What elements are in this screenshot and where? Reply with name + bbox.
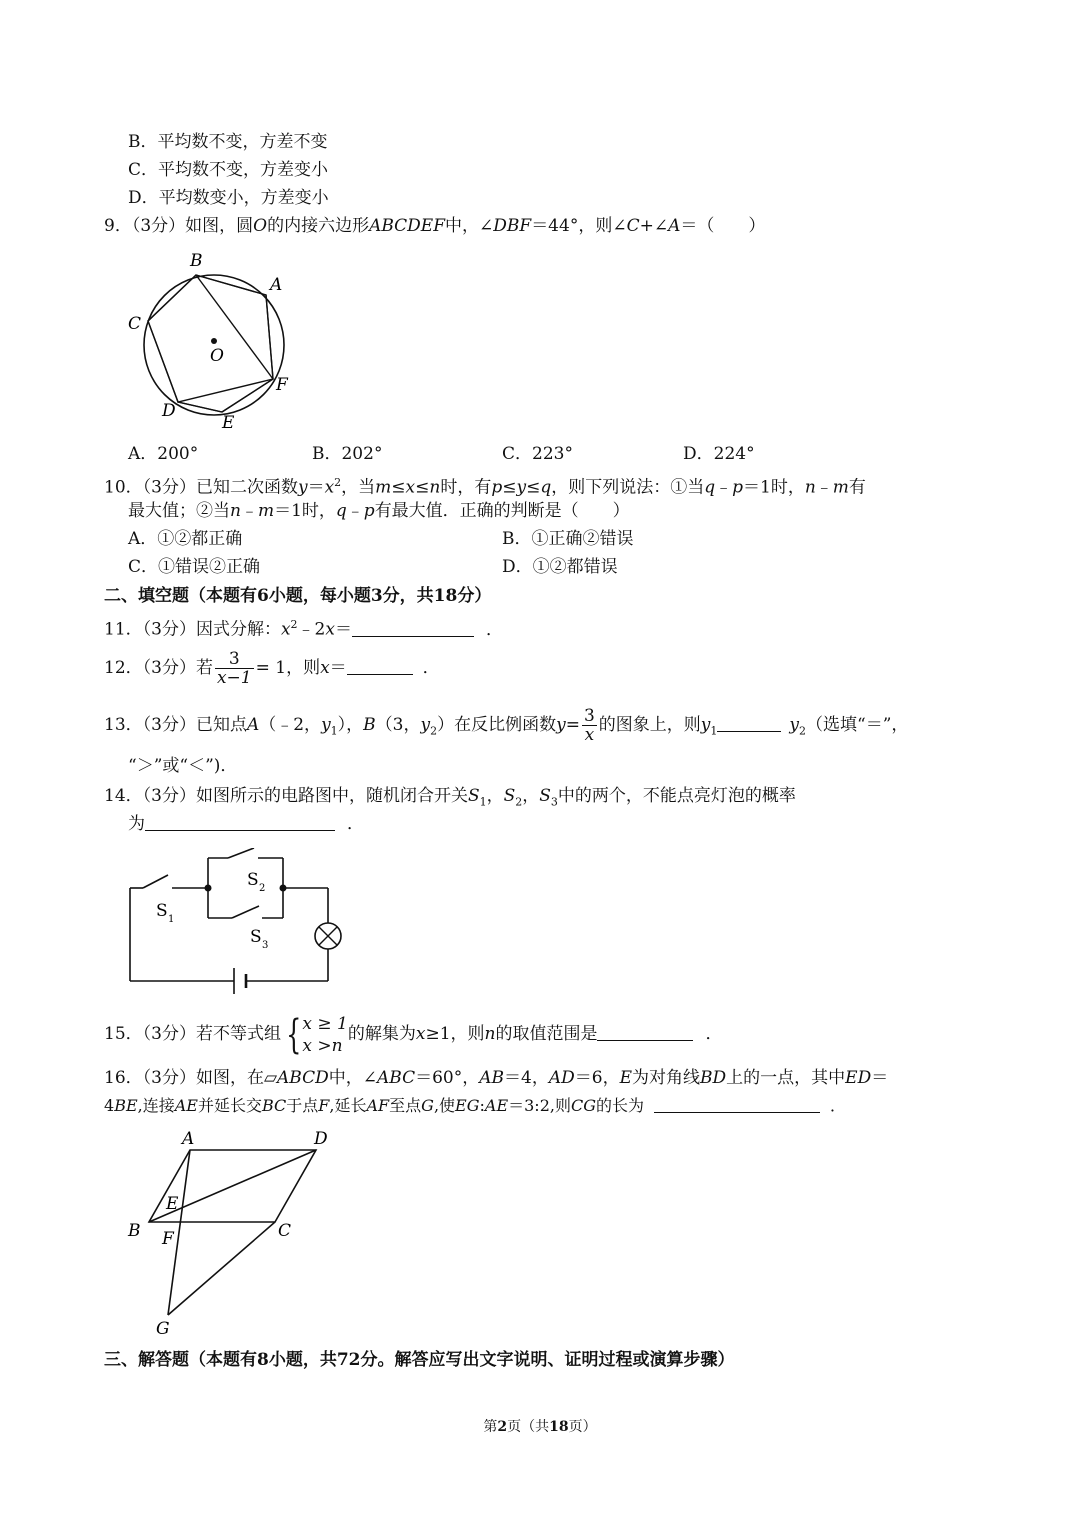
svg-text:3: 3 [262,940,269,951]
svg-text:2: 2 [259,883,266,894]
q14-answer-blank[interactable] [145,814,335,831]
q12-stem: 12．（3分）若 $\frac{3}{x-1}$ = 1，则x＝ ． [104,649,440,688]
q16-stem-line1: 16．（3分）如图，在▱ABCD中，∠ABC＝60°，AB＝4，AD＝6，E为对角线BD上的一点，其中ED＝ [104,1068,889,1088]
switch-s2-label: S [247,870,259,890]
q12-fraction: $\frac{3}{x-1}$ [216,649,252,688]
q9-label-f: F [276,375,288,395]
q10-option-b: B．①正确②错误 [502,529,634,549]
q10-option-d: D．①②都错误 [502,557,618,577]
q10-stem-line1: 10．（3分）已知二次函数$y=x^2$，当m≤x≤n时，有p≤y≤q，则下列说法：①当q﹣p＝1时，n﹣m有 [104,476,866,498]
q16-label-g: G [156,1319,170,1339]
q16-label-b: B [128,1221,141,1241]
q10-option-c: C．①错误②正确 [128,557,261,577]
q9-option-c: C．223° [502,444,573,464]
q13-fraction: $\frac{3}{x}$ [583,706,595,745]
q13-stem-line1: 13．（3分）已知点A（﹣2，$y_1$），B（3，$y_2$）在反比例函数y= $\frac{3}{x}$ 的图象上，则$y_1$ $y_2$（选填“＝”， [104,706,909,745]
q9-option-a: A．200° [128,444,199,464]
q14-circuit-figure [120,848,350,1003]
q16-parallelogram-figure [120,1124,340,1345]
q9-label-e: E [222,413,235,433]
q9-option-d: D．224° [683,444,755,464]
section-3-heading: 三、解答题（本题有8小题，共72分。解答应写出文字说明、证明过程或演算步骤） [104,1350,735,1370]
q10-option-a: A．①②都正确 [128,529,243,549]
q10-stem-line2: 最大值；②当n﹣m＝1时，q﹣p有最大值．正确的判断是（ ） [128,501,630,521]
q9-label-b: B [190,251,203,271]
q9-option-b: B．202° [312,444,383,464]
q13-stem-line2: “＞”或“＜”)． [128,756,238,776]
svg-text:1: 1 [168,914,175,925]
q14-stem-line2: 为 ． [128,814,364,834]
q16-label-c: C [278,1221,292,1241]
q14-stem-line1: 14．（3分）如图所示的电路图中，随机闭合开关$S_1$，$S_2$，$S_3$中的两个，不能点亮灯泡的概率 [104,786,796,809]
q16-label-a: A [182,1129,195,1149]
q8-option-c: C．平均数不变，方差变小 [128,160,329,180]
q16-label-e: E [166,1194,179,1214]
q13-answer-blank[interactable] [717,715,781,732]
switch-s1-label: S [156,901,168,921]
q9-stem: 9．（3分）如图，圆O的内接六边形ABCDEF中，∠DBF＝44°，则∠C+∠A＝（ ） [104,216,766,236]
q9-label-a: A [270,275,283,295]
page-footer: 第2页（共18页） [483,1419,597,1435]
q11-stem: 11．（3分）因式分解：$x^2﹣2x=$ ． [104,618,503,640]
q8-option-d: D．平均数变小，方差变小 [128,188,329,208]
q12-answer-blank[interactable] [347,658,413,675]
q11-answer-blank[interactable] [352,620,474,637]
q8-option-b: B．平均数不变，方差不变 [128,132,328,152]
section-2-heading: 二、填空题（本题有6小题，每小题3分，共18分） [104,586,492,606]
q16-label-d: D [314,1129,328,1149]
q15-answer-blank[interactable] [597,1024,693,1041]
q9-label-o: O [210,346,224,366]
q9-label-c: C [128,314,142,334]
q9-label-d: D [162,401,176,421]
brace-symbol: { [286,1011,302,1058]
switch-s3-label: S [250,927,262,947]
q9-hexagon-figure [118,246,298,441]
q16-stem-line2: 4BE,连接AE并延长交BC于点F,延长AF至点G,使EG:AE＝3:2,则CG的长为 ． [104,1096,847,1115]
q16-answer-blank[interactable] [654,1096,820,1113]
q15-stem: 15．（3分）若不等式组 { x ≥ 1 x >n 的解集为x≥1，则n的取值范围是 ． [104,1011,723,1058]
inequality-system: x ≥ 1 x >n [302,1013,348,1056]
q16-label-f: F [162,1229,174,1249]
